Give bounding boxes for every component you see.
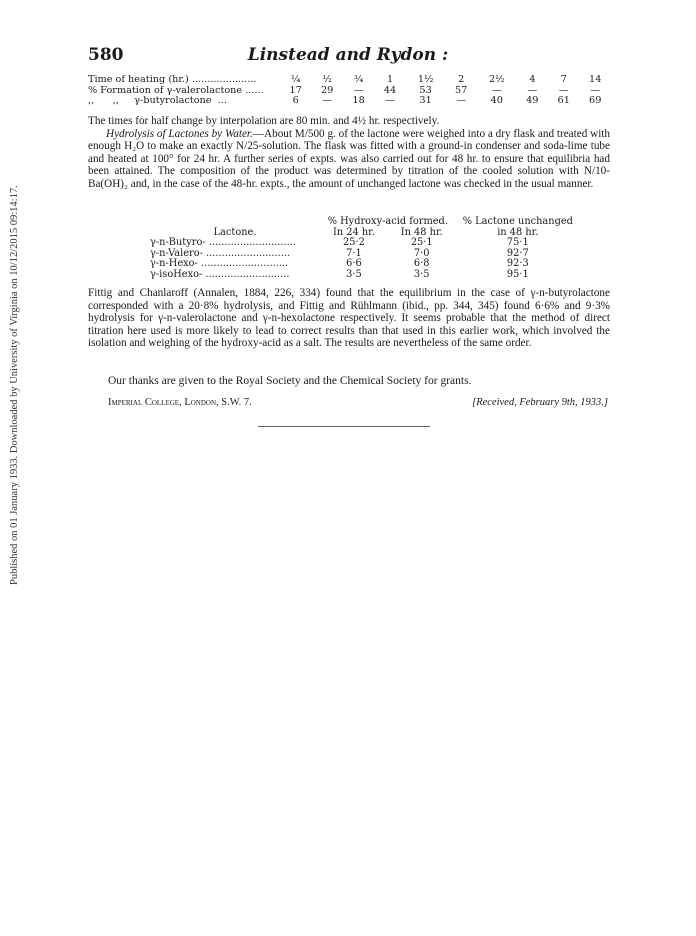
lactone-table bbox=[150, 217, 580, 281]
table-cell: 18 bbox=[352, 95, 365, 106]
published-link[interactable]: Published on 01 January 1933. Downloaded by University of Virginia on 10/12/2015 09:14:17. bbox=[9, 185, 20, 585]
column-header: In 24 hr. bbox=[332, 226, 375, 238]
table-cell: 4 bbox=[529, 74, 536, 85]
table-row bbox=[88, 96, 611, 107]
table-cell: 44 bbox=[383, 84, 397, 96]
footer-line bbox=[108, 397, 608, 411]
table-cell: 29 bbox=[320, 84, 334, 96]
table-cell: — bbox=[322, 95, 332, 106]
table-cell: 7 bbox=[560, 74, 567, 85]
table-cell: 2 bbox=[458, 74, 465, 85]
table-cell: 7·0 bbox=[413, 247, 430, 259]
table-cell: 61 bbox=[557, 95, 570, 106]
received-date: [Received, February 9th, 1933.] bbox=[472, 397, 608, 408]
table-cell: 17 bbox=[289, 84, 302, 96]
table-cell: 7·1 bbox=[346, 247, 362, 259]
hydrolysis-paragraph bbox=[88, 128, 610, 191]
table-cell: ¼ bbox=[291, 74, 301, 85]
column-header: In 48 hr. bbox=[400, 226, 443, 238]
running-title: Linstead and Rydon : bbox=[247, 45, 449, 65]
lactone-name: γ-n-Hexo- ............................ bbox=[150, 258, 289, 270]
half-change-paragraph: The times for half change by interpolation are 80 min. and 4½ hr. respectively. bbox=[88, 115, 440, 127]
table-cell: 6 bbox=[292, 95, 299, 106]
table-cell: 92·3 bbox=[506, 258, 529, 270]
table-cell: — bbox=[491, 84, 502, 96]
table-cell: 31 bbox=[419, 95, 432, 106]
row-label: Time of heating (hr.) ..................... bbox=[88, 74, 257, 85]
table-cell: 40 bbox=[490, 95, 503, 106]
hydrolysis-section bbox=[88, 115, 610, 191]
table-cell: 3·5 bbox=[413, 268, 430, 280]
end-rule bbox=[258, 426, 430, 427]
row-label: ,, ,, γ-butyrolactone ... bbox=[88, 95, 227, 106]
table-cell: 49 bbox=[526, 95, 539, 106]
table-cell: 1 bbox=[386, 74, 394, 85]
table-cell: — bbox=[456, 95, 466, 106]
table-header-row bbox=[150, 217, 580, 228]
lactone-name: γ-n-Butyro- ............................ bbox=[150, 237, 296, 249]
lactone-name: γ-n-Valero- ........................... bbox=[150, 247, 291, 259]
column-header: % Lactone unchanged bbox=[462, 216, 573, 227]
column-header: Lactone. bbox=[213, 226, 257, 238]
table-cell: — bbox=[353, 84, 364, 96]
table-cell: 1½ bbox=[417, 74, 434, 85]
table-cell: — bbox=[558, 84, 569, 96]
table-cell: ½ bbox=[322, 74, 332, 85]
table-cell: 2½ bbox=[488, 74, 505, 85]
table-cell: ¾ bbox=[353, 74, 364, 85]
download-watermark bbox=[9, 150, 23, 620]
lactone-name: γ-isoHexo- ........................... bbox=[150, 268, 290, 280]
row-label: % Formation of γ-valerolactone ...... bbox=[88, 84, 264, 96]
table-cell: 3·5 bbox=[346, 268, 362, 280]
fittig-paragraph: Fittig and Chanlaroff (Annalen, 1884, 226, 334) found that the equilibrium in the case of γ-n-butyrolactone corresponded with a 20·8% hydrolysis, and Fittig and Rühlmann (ibid., pp. 344, 345) found 6·6% and 9·3% hydrolysis for γ-n-valerolactone and γ-n-hexolactone respectively. It seems probable that the method of direct titration here used is more likely to lead to correct results than that used in this earlier work, which involved the isolation and weighing of the hydroxy-acid as a salt. The results are nevertheless of the same order. bbox=[88, 287, 610, 350]
section-heading: Hydrolysis of Lactones by Water. bbox=[106, 127, 253, 140]
table-cell: 69 bbox=[589, 95, 602, 106]
column-header: in 48 hr. bbox=[497, 226, 539, 238]
table-cell: 6·8 bbox=[413, 258, 430, 270]
table-cell: 14 bbox=[589, 74, 602, 85]
column-header: % Hydroxy-acid formed. bbox=[327, 216, 448, 227]
institution-address: Imperial College, London, S.W. 7. bbox=[108, 397, 252, 408]
page-header bbox=[88, 45, 608, 65]
table-cell: — bbox=[527, 84, 538, 96]
table-row bbox=[150, 270, 580, 281]
heating-time-table bbox=[88, 75, 611, 107]
table-cell: 95·1 bbox=[506, 268, 529, 280]
table-cell: 6·6 bbox=[346, 258, 362, 270]
table-cell: — bbox=[590, 84, 601, 96]
table-row bbox=[88, 75, 611, 86]
table-cell: 92·7 bbox=[506, 247, 529, 259]
table-cell: 53 bbox=[419, 84, 432, 96]
hydrolysis-text: —About M/500 g. of the lactone were weighed into a dry flask and treated with enough H₂O to make an exactly N/25-solution. The flask was fitted with a ground-in condenser and soda-lime tube and heated at 100° for 24 hr. A further series of expts. was also carried out for 48 hr. to ensure that equilibria had been attained. The composition of the product was determined by titration of the cooled solution with N/10-Ba(OH)₂ and, in the case of the 48-hr. expts., the amount of unchanged lactone was checked in the usual manner. bbox=[88, 127, 611, 190]
table-cell: — bbox=[385, 95, 395, 106]
table-cell: 25·2 bbox=[342, 237, 365, 249]
table-cell: 57 bbox=[454, 84, 468, 96]
fittig-section bbox=[88, 287, 610, 350]
acknowledgement: Our thanks are given to the Royal Society and the Chemical Society for grants. bbox=[108, 375, 472, 387]
table-cell: 75·1 bbox=[506, 237, 529, 249]
table-cell: 25·1 bbox=[410, 237, 433, 249]
page-number: 580 bbox=[88, 45, 124, 65]
